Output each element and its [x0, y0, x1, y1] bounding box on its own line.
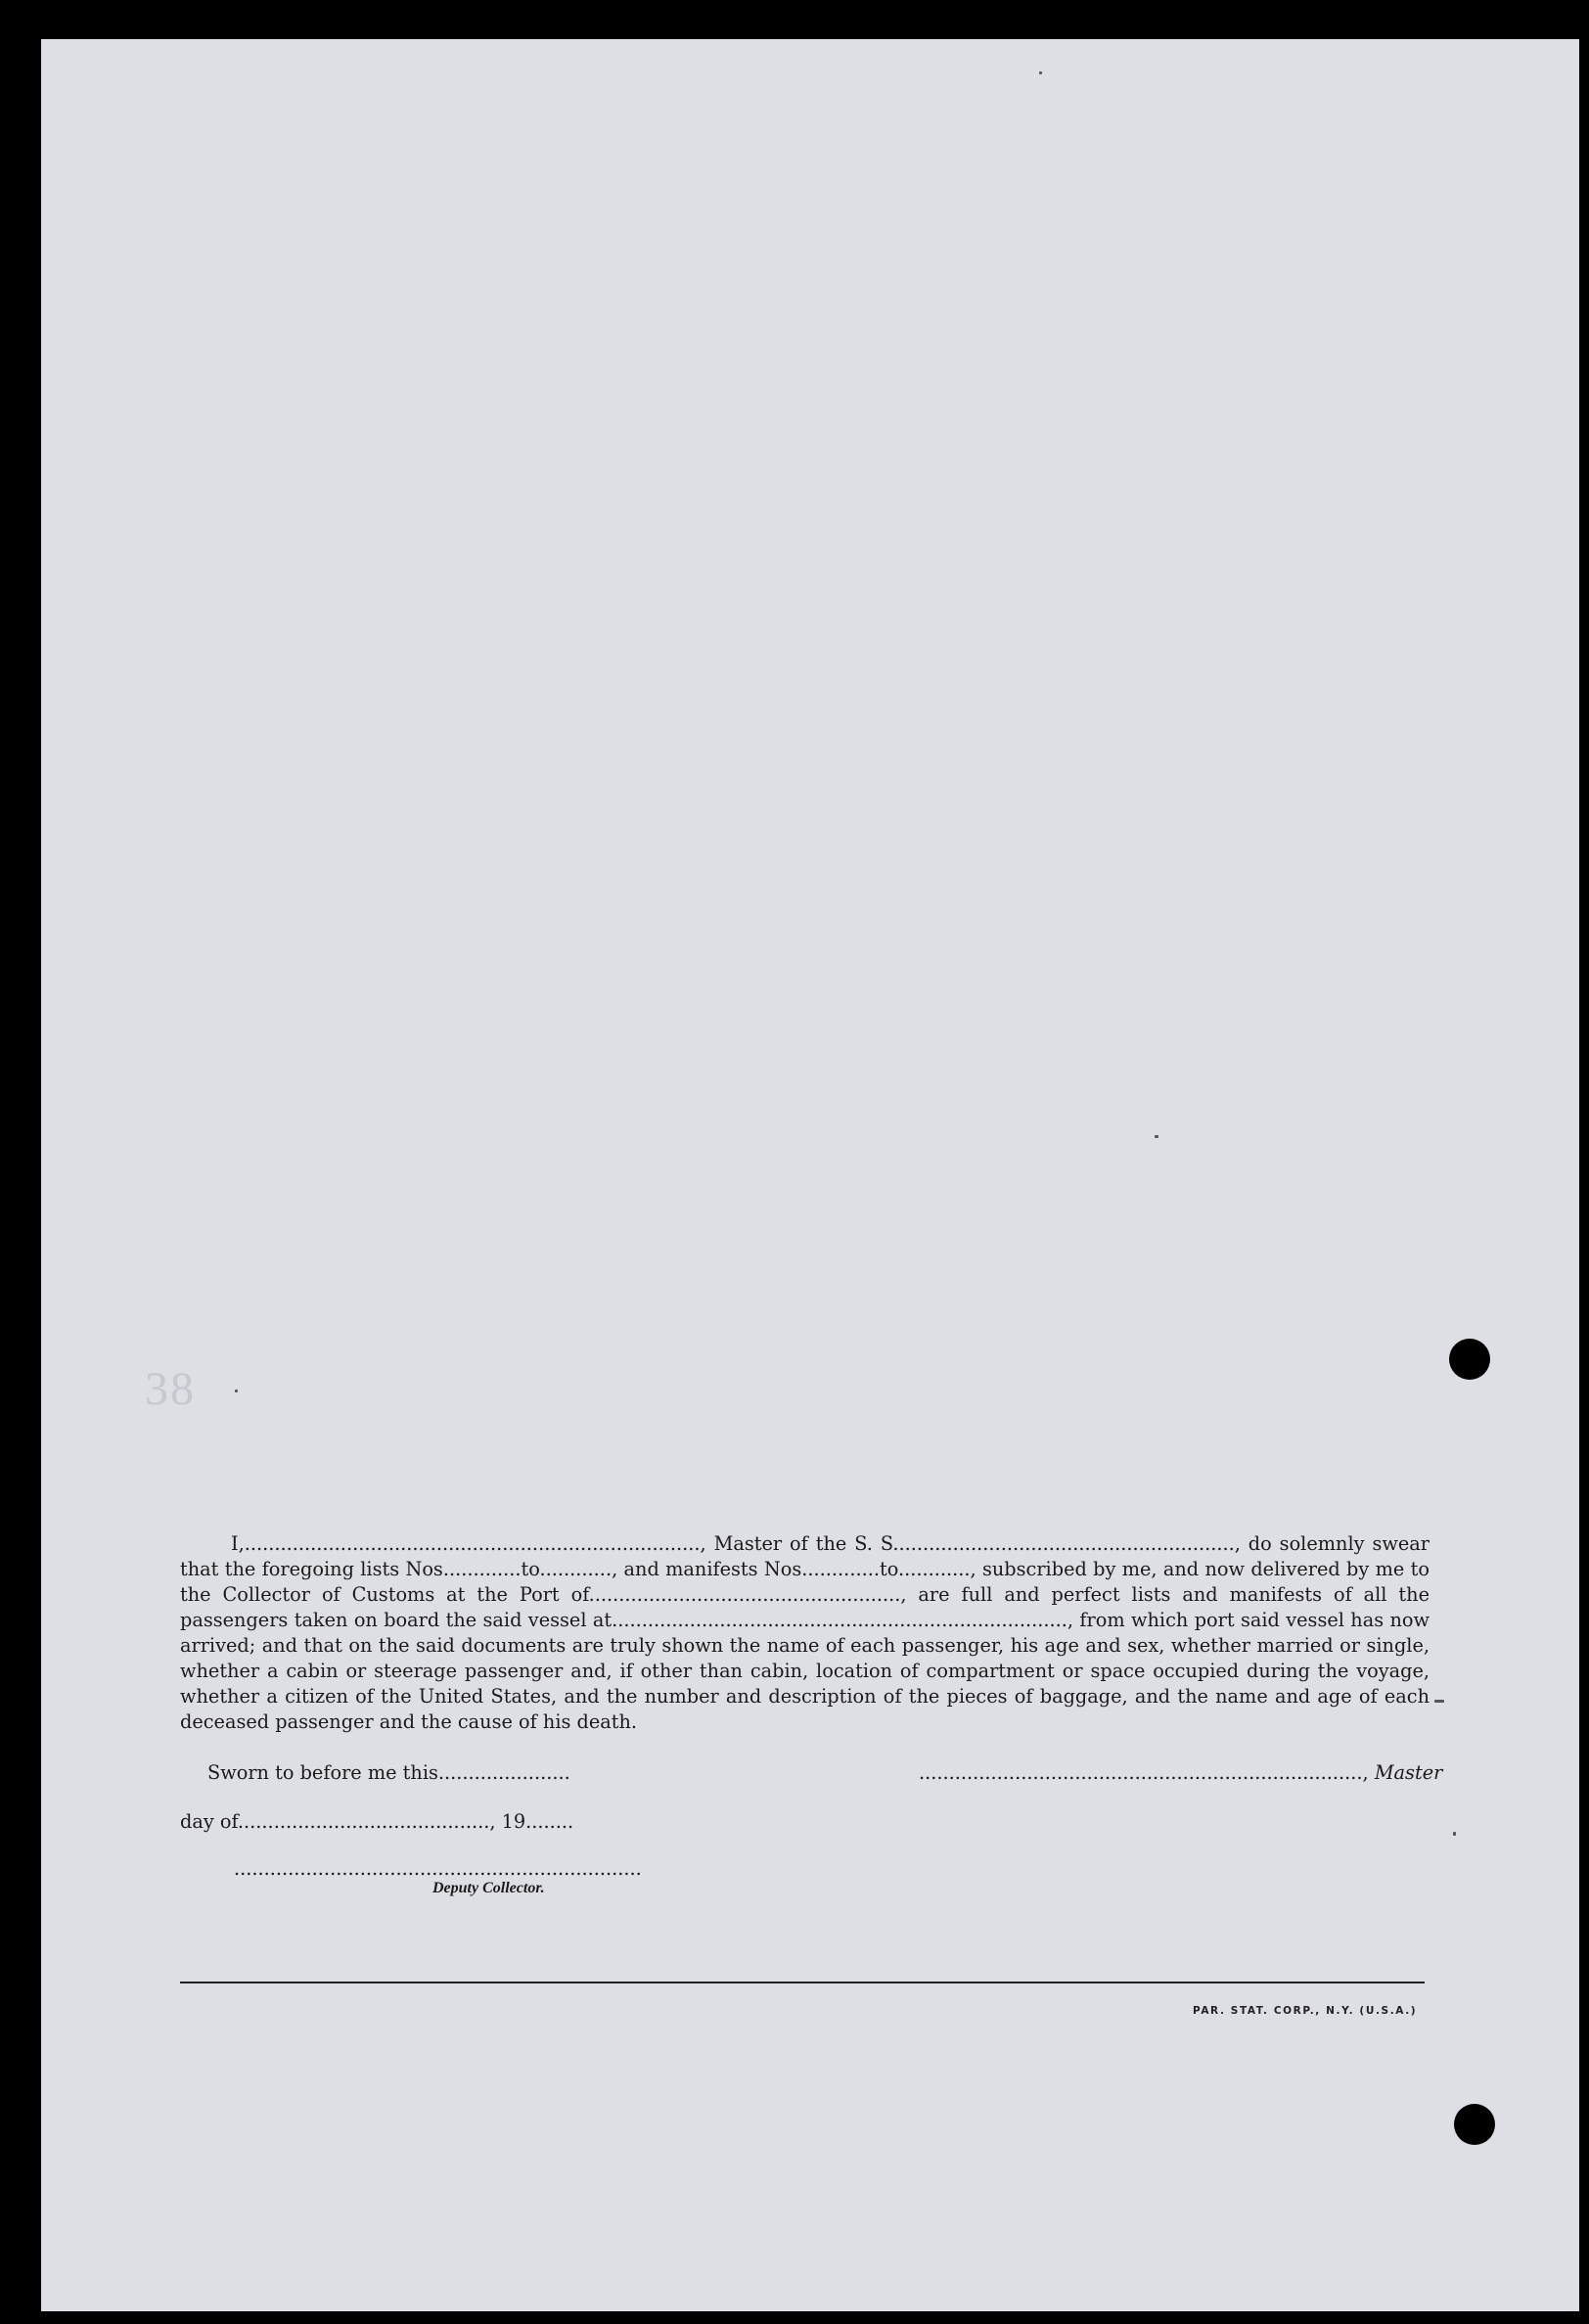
sworn-before-me-line: Sworn to before me this...................... [207, 1761, 570, 1784]
master-signature-line: .........................................................................., Master [919, 1761, 1443, 1784]
punch-hole-lower [1454, 2104, 1495, 2145]
dust-speck [1039, 71, 1042, 74]
deputy-signature-dots: .................................................................... [234, 1857, 642, 1880]
day-of-line: day of.........................................., 19........ [180, 1810, 574, 1833]
dust-speck [1155, 1135, 1158, 1138]
faint-page-number: 38 [145, 1363, 196, 1415]
punch-hole-upper [1449, 1339, 1490, 1380]
bottom-rule [180, 1982, 1425, 1983]
document-page [41, 39, 1579, 2311]
deputy-collector-label: Deputy Collector. [432, 1880, 545, 1896]
master-word: Master [1374, 1761, 1443, 1784]
printer-imprint: PAR. STAT. CORP., N.Y. (U.S.A.) [1193, 2005, 1418, 2017]
dust-speck [1453, 1832, 1456, 1836]
dust-speck [235, 1390, 238, 1392]
masters-oath-paragraph: I,............................................................................, Master of the S. S........................................................., do solemnly swear that the foregoing lists Nos.............to............, and manifests Nos.............to............, subscribed by me, and now delivered by me to the Collector of Customs at the Port of...................................................., are full and perfect lists and manifests of all the passengers taken on board the said vessel at............................................................................, from which port said vessel has now arrived; and that on the said documents are truly shown the name of each passenger, his age and sex, whether married or single, whether a cabin or steerage passenger and, if other than cabin, location of compartment or space occupied during the voyage, whether a citizen of the United States, and the number and description of the pieces of baggage, and the name and age of each deceased passenger and the cause of his death. [180, 1532, 1430, 1733]
dust-speck [1434, 1700, 1444, 1703]
